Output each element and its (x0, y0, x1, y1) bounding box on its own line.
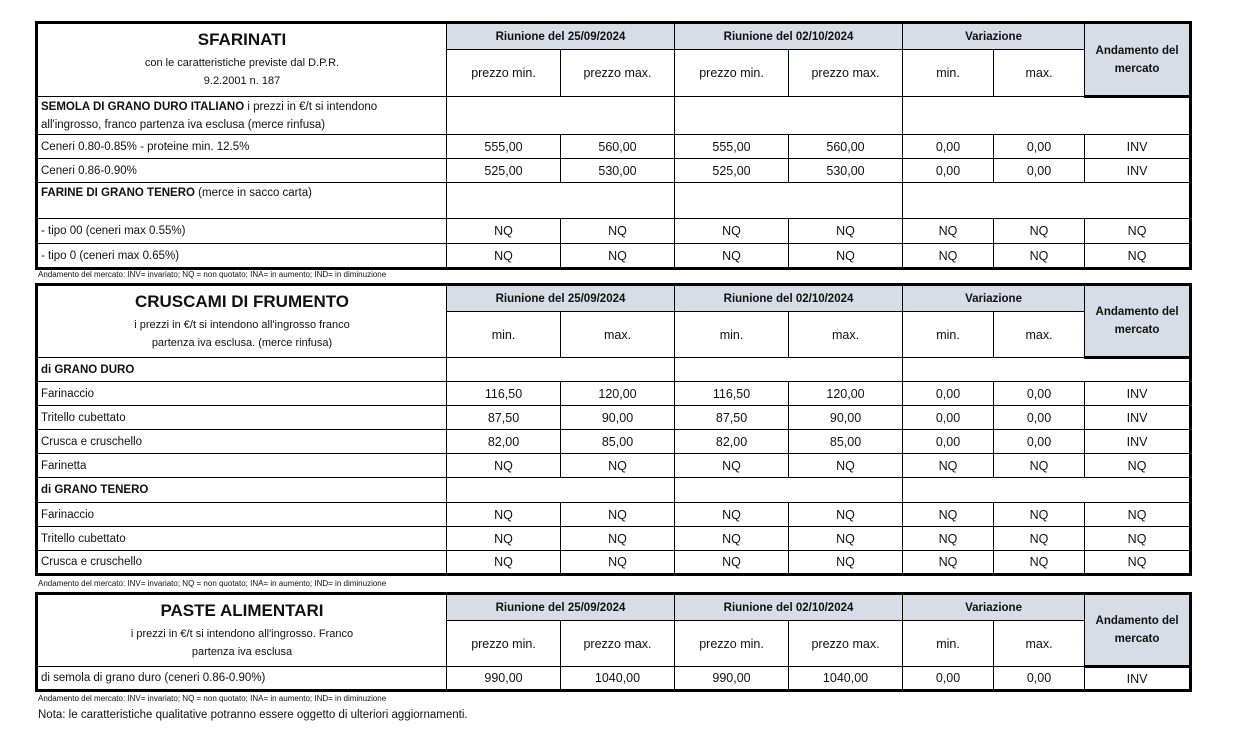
price-cell: 560,00 (561, 135, 675, 159)
price-cell: NQ (675, 244, 789, 269)
price-cell: NQ (675, 219, 789, 244)
col-header: min. (903, 312, 994, 358)
trend-cell: INV (1085, 135, 1191, 159)
trend-cell: INV (1085, 406, 1191, 430)
variation-header: Variazione (903, 23, 1085, 50)
col-header: prezzo min. (447, 50, 561, 97)
price-cell: 120,00 (789, 382, 903, 406)
section-subtitle: partenza iva esclusa (191, 646, 293, 658)
meeting2-header: Riunione del 02/10/2024 (675, 23, 903, 50)
market-trend-header: Andamento del mercato (1085, 285, 1191, 358)
trend-cell: INV (1085, 430, 1191, 454)
price-cell: NQ (994, 454, 1085, 478)
price-cell: 85,00 (561, 430, 675, 454)
price-cell: 87,50 (447, 406, 561, 430)
section-title: CRUSCAMI DI FRUMENTO (134, 292, 350, 311)
price-cell: NQ (789, 219, 903, 244)
price-cell: NQ (675, 551, 789, 575)
row-label: - tipo 0 (ceneri max 0.65%) (37, 244, 447, 269)
category-rest: i prezzi in €/t si intendono (244, 101, 378, 113)
price-cell: 0,00 (994, 406, 1085, 430)
price-cell: NQ (447, 244, 561, 269)
table-row (37, 430, 1191, 454)
price-cell: 990,00 (675, 667, 789, 691)
variation-header: Variazione (903, 594, 1085, 621)
price-cell: NQ (903, 527, 994, 551)
price-cell: NQ (561, 219, 675, 244)
category-bold: FARINE DI GRANO TENERO (41, 187, 195, 199)
trend-cell: NQ (1085, 244, 1191, 269)
price-cell: NQ (447, 503, 561, 527)
table-row (37, 382, 1191, 406)
price-cell: 85,00 (789, 430, 903, 454)
legend-text: Andamento del mercato: INV= invariato; NQ = non quotato; INA= in aumento; IND= in diminuzione (38, 694, 387, 703)
table-row (37, 244, 1191, 269)
price-cell: 525,00 (675, 159, 789, 183)
price-cell: 0,00 (994, 382, 1085, 406)
category-label (37, 97, 447, 135)
price-cell: NQ (903, 219, 994, 244)
col-header: prezzo max. (789, 50, 903, 97)
meeting1-header: Riunione del 25/09/2024 (447, 285, 675, 312)
table-row (37, 503, 1191, 527)
price-cell: 990,00 (447, 667, 561, 691)
row-label: Tritello cubettato (37, 527, 447, 551)
table-row (37, 551, 1191, 575)
section-subtitle: con le caratteristiche previste dal D.P.R. (144, 57, 340, 69)
price-cell: NQ (561, 244, 675, 269)
price-cell: 530,00 (789, 159, 903, 183)
price-cell: 0,00 (994, 430, 1085, 454)
variation-header: Variazione (903, 285, 1085, 312)
price-cell: NQ (447, 219, 561, 244)
table-row (37, 406, 1191, 430)
price-cell: 525,00 (447, 159, 561, 183)
table-row (37, 135, 1191, 159)
trend-cell: NQ (1085, 551, 1191, 575)
col-header: prezzo min. (447, 621, 561, 667)
price-cell: NQ (994, 244, 1085, 269)
col-header: prezzo max. (561, 621, 675, 667)
trend-cell: INV (1085, 667, 1191, 691)
price-cell: 555,00 (675, 135, 789, 159)
price-cell: NQ (675, 503, 789, 527)
category-label: di GRANO DURO (37, 358, 447, 382)
section-subtitle: i prezzi in €/t si intendono all'ingrosso franco (134, 319, 350, 331)
price-cell: NQ (789, 503, 903, 527)
category-line2: all'ingrosso, franco partenza iva esclusa (merce rinfusa) (41, 119, 326, 131)
price-cell: 0,00 (903, 406, 994, 430)
price-cell: NQ (561, 503, 675, 527)
price-cell: 0,00 (994, 667, 1085, 691)
col-header: min. (447, 312, 561, 358)
meeting2-header: Riunione del 02/10/2024 (675, 594, 903, 621)
meeting1-header: Riunione del 25/09/2024 (447, 594, 675, 621)
col-header: prezzo min. (675, 621, 789, 667)
category-label: di GRANO TENERO (37, 478, 447, 503)
price-cell: NQ (789, 551, 903, 575)
price-cell: NQ (903, 551, 994, 575)
sfarinati-table (35, 21, 1192, 270)
price-cell: 87,50 (675, 406, 789, 430)
cruscami-title-cell (37, 285, 447, 358)
row-label: di semola di grano duro (ceneri 0.86-0.90%) (37, 667, 447, 691)
section-subtitle: i prezzi in €/t si intendono all'ingrosso. Franco (130, 628, 354, 640)
price-cell: 116,50 (447, 382, 561, 406)
price-cell: NQ (994, 527, 1085, 551)
category-bold: SEMOLA DI GRANO DURO ITALIANO (41, 101, 245, 113)
row-label: Farinaccio (37, 382, 447, 406)
trend-cell: NQ (1085, 527, 1191, 551)
price-cell: NQ (675, 454, 789, 478)
col-header: max. (994, 50, 1085, 97)
section-subtitle: 9.2.2001 n. 187 (203, 75, 281, 87)
footnote: Nota: le caratteristiche qualitative potranno essere oggetto di ulteriori aggiornamenti. (38, 709, 468, 721)
meeting2-header: Riunione del 02/10/2024 (675, 285, 903, 312)
trend-cell: NQ (1085, 219, 1191, 244)
price-cell: NQ (561, 527, 675, 551)
market-trend-header: Andamento del mercato (1085, 23, 1191, 97)
price-cell: 1040,00 (561, 667, 675, 691)
price-cell: 0,00 (903, 159, 994, 183)
row-label: - tipo 00 (ceneri max 0.55%) (37, 219, 447, 244)
category-rest: (merce in sacco carta) (194, 187, 312, 199)
col-header: prezzo max. (789, 621, 903, 667)
price-cell: 560,00 (789, 135, 903, 159)
table-row (37, 454, 1191, 478)
row-label: Crusca e cruschello (37, 551, 447, 575)
cruscami-table (35, 283, 1192, 576)
col-header: min. (903, 50, 994, 97)
col-header: max. (994, 312, 1085, 358)
price-cell: NQ (447, 527, 561, 551)
legend-text: Andamento del mercato: INV= invariato; NQ = non quotato; INA= in aumento; IND= in diminuzione (38, 579, 387, 588)
meeting1-header: Riunione del 25/09/2024 (447, 23, 675, 50)
paste-table (35, 592, 1192, 692)
price-cell: NQ (561, 454, 675, 478)
row-label: Ceneri 0.80-0.85% - proteine min. 12.5% (37, 135, 447, 159)
col-header: max. (561, 312, 675, 358)
col-header: min. (675, 312, 789, 358)
price-cell: 530,00 (561, 159, 675, 183)
row-label: Ceneri 0.86-0.90% (37, 159, 447, 183)
trend-cell: NQ (1085, 454, 1191, 478)
price-cell: NQ (903, 244, 994, 269)
price-cell: NQ (561, 551, 675, 575)
price-cell: 0,00 (903, 382, 994, 406)
price-cell: NQ (903, 454, 994, 478)
trend-cell: NQ (1085, 503, 1191, 527)
category-label (37, 183, 447, 219)
market-trend-header: Andamento del mercato (1085, 594, 1191, 667)
sfarinati-title-cell (37, 23, 447, 97)
price-cell: 0,00 (994, 135, 1085, 159)
price-cell: NQ (447, 454, 561, 478)
price-cell: 82,00 (447, 430, 561, 454)
price-cell: 0,00 (903, 667, 994, 691)
col-header: min. (903, 621, 994, 667)
section-title: PASTE ALIMENTARI (160, 601, 324, 620)
price-cell: NQ (994, 503, 1085, 527)
price-cell: 82,00 (675, 430, 789, 454)
price-cell: NQ (789, 244, 903, 269)
price-cell: 120,00 (561, 382, 675, 406)
price-cell: NQ (675, 527, 789, 551)
table-row (37, 527, 1191, 551)
price-cell: NQ (903, 503, 994, 527)
trend-cell: INV (1085, 159, 1191, 183)
col-header: prezzo min. (675, 50, 789, 97)
table-row (37, 159, 1191, 183)
section-subtitle: partenza iva esclusa. (merce rinfusa) (151, 337, 333, 349)
price-cell: 90,00 (561, 406, 675, 430)
table-row (37, 219, 1191, 244)
legend-text: Andamento del mercato: INV= invariato; NQ = non quotato; INA= in aumento; IND= in diminuzione (38, 270, 387, 279)
price-cell: 555,00 (447, 135, 561, 159)
price-cell: NQ (994, 551, 1085, 575)
row-label: Tritello cubettato (37, 406, 447, 430)
row-label: Farinetta (37, 454, 447, 478)
trend-cell: INV (1085, 382, 1191, 406)
price-cell: NQ (789, 454, 903, 478)
price-cell: NQ (994, 219, 1085, 244)
col-header: prezzo max. (561, 50, 675, 97)
price-cell: 0,00 (903, 430, 994, 454)
col-header: max. (789, 312, 903, 358)
price-cell: 90,00 (789, 406, 903, 430)
price-cell: 0,00 (903, 135, 994, 159)
paste-title-cell (37, 594, 447, 667)
row-label: Crusca e cruschello (37, 430, 447, 454)
table-row (37, 667, 1191, 691)
section-title: SFARINATI (197, 30, 287, 49)
col-header: max. (994, 621, 1085, 667)
price-cell: 0,00 (994, 159, 1085, 183)
price-cell: NQ (789, 527, 903, 551)
price-cell: NQ (447, 551, 561, 575)
price-cell: 116,50 (675, 382, 789, 406)
price-cell: 1040,00 (789, 667, 903, 691)
row-label: Farinaccio (37, 503, 447, 527)
